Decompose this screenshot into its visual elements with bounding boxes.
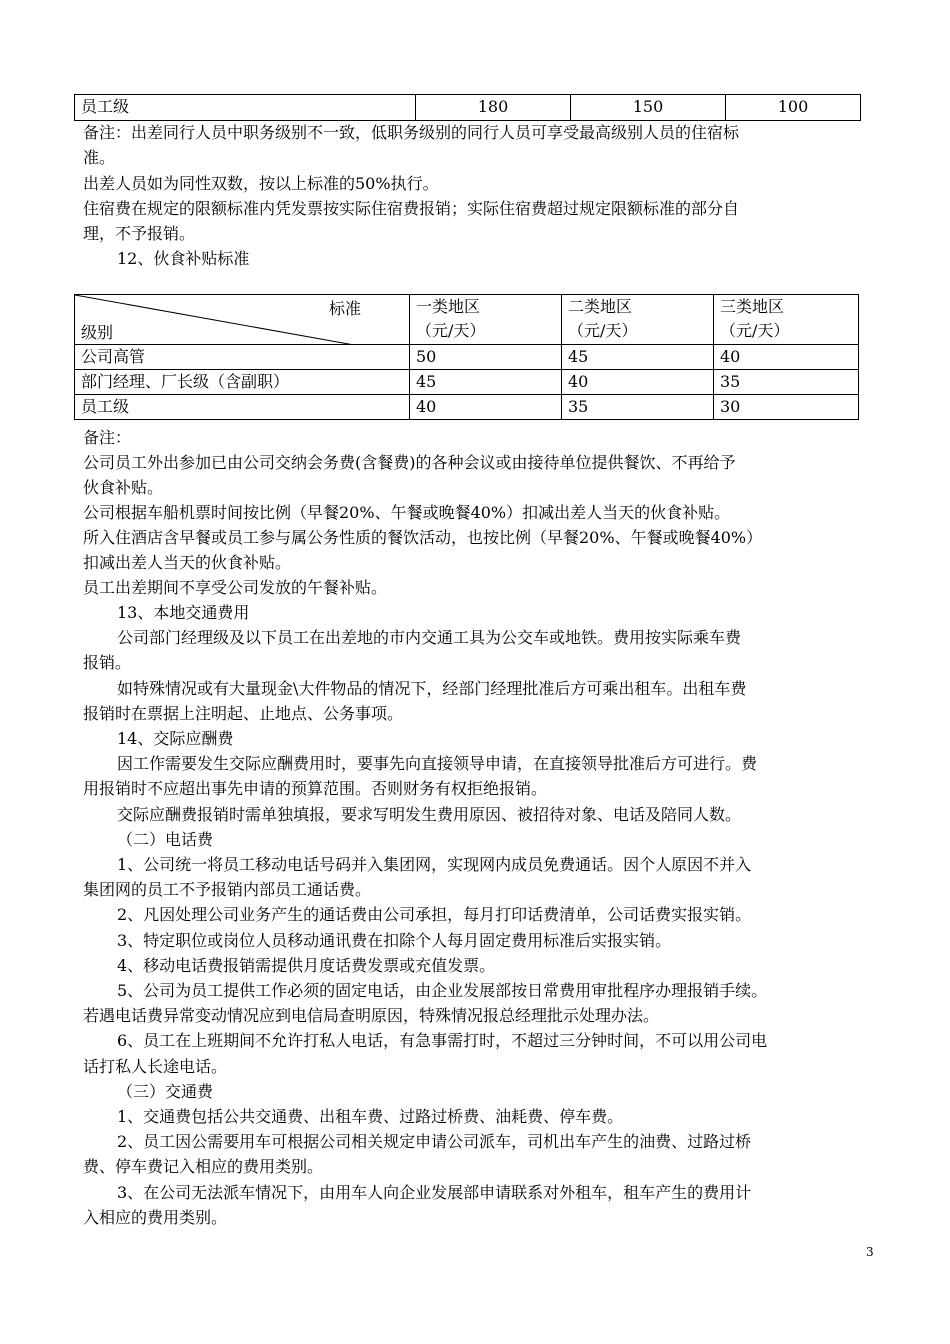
paragraph-line: 报销。 — [83, 653, 132, 673]
region-name: 三类地区 — [720, 297, 785, 316]
paragraph-line: 用报销时不应超出事先申请的预算范围。否则财务有权拒绝报销。 — [83, 779, 548, 799]
note-line: 所入住酒店含早餐或员工参与属公务性质的餐饮活动，也按比例（早餐20%、午餐或晚餐40%） — [83, 528, 763, 547]
row-label: 员工级 — [75, 95, 416, 121]
column-header — [410, 295, 562, 345]
table-cell: 40 — [562, 370, 714, 395]
table-cell: 180 — [416, 95, 571, 121]
table-row — [75, 95, 861, 121]
paragraph-line: 公司部门经理级及以下员工在出差地的市内交通工具为公交车或地铁。费用按实际乘车费 — [117, 628, 742, 648]
table-cell: 40 — [410, 395, 562, 420]
diagonal-header-cell — [75, 295, 410, 345]
table-cell: 100 — [726, 95, 861, 121]
page-number: 3 — [866, 1245, 874, 1259]
table-row — [75, 370, 859, 395]
paragraph-line: 因工作需要发生交际应酬费用时，要事先向直接领导申请，在直接领导批准后方可进行。费 — [117, 754, 758, 774]
region-unit: （元/天） — [568, 321, 638, 340]
table-row — [75, 395, 859, 420]
table-cell: 40 — [714, 345, 859, 370]
paragraph-line: 14、交际应酬费 — [117, 729, 234, 748]
section-heading: 12、伙食补贴标准 — [117, 249, 250, 268]
paragraph-line: 6、员工在上班期间不允许打私人电话，有急事需打时，不超过三分钟时间，不可以用公司电 — [117, 1031, 768, 1051]
region-unit: （元/天） — [416, 321, 486, 340]
paragraph-line: 若遇电话费异常变动情况应到电信局查明原因，特殊情况报总经理批示处理办法。 — [83, 1006, 660, 1026]
table-cell: 45 — [410, 370, 562, 395]
paragraph-line: 2、员工因公需要用车可根据公司相关规定申请公司派车，司机出车产生的油费、过路过桥 — [117, 1132, 752, 1152]
paragraph-line: 1、交通费包括公共交通费、出租车费、过路过桥费、油耗费、停车费。 — [117, 1107, 624, 1126]
paragraph-line: 报销时在票据上注明起、止地点、公务事项。 — [83, 703, 404, 723]
paragraph-line: 如特殊情况或有大量现金\大件物品的情况下，经部门经理批准后方可乘出租车。出租车费 — [117, 678, 747, 698]
paragraph-line: 2、凡因处理公司业务产生的通话费由公司承担，每月打印话费清单，公司话费实报实销。 — [117, 905, 752, 925]
note-line: 住宿费在规定的限额标准内凭发票按实际住宿费报销；实际住宿费超过规定限额标准的部分自 — [83, 199, 740, 218]
paragraph-line: 3、特定职位或岗位人员移动通讯费在扣除个人每月固定费用标准后实报实销。 — [117, 930, 672, 950]
meal-allowance-table — [74, 294, 859, 420]
paragraph-line: 集团网的员工不予报销内部员工通话费。 — [83, 880, 372, 900]
region-name: 一类地区 — [416, 297, 481, 316]
accommodation-table-tail — [74, 94, 861, 121]
note-line: 备注：出差同行人员中职务级别不一致，低职务级别的同行人员可享受最高级别人员的住宿标 — [83, 123, 740, 142]
header-standard: 标准 — [328, 299, 361, 318]
note-line: 伙食补贴。 — [83, 478, 164, 497]
paragraph-line: 1、公司统一将员工移动电话号码并入集团网，实现网内成员免费通话。因个人原因不并入 — [117, 855, 752, 874]
table-cell: 50 — [410, 345, 562, 370]
table-cell: 150 — [571, 95, 726, 121]
paragraph-line: 4、移动电话费报销需提供月度话费发票或充值发票。 — [117, 955, 496, 975]
column-header — [562, 295, 714, 345]
note-line: 公司根据车船机票时间按比例（早餐20%、午餐或晚餐40%）扣减出差人当天的伙食补贴。 — [83, 503, 731, 522]
table-row — [75, 345, 859, 370]
row-label: 公司高管 — [75, 345, 410, 370]
note-line: 扣减出差人当天的伙食补贴。 — [83, 553, 292, 572]
paragraph-line: 13、本地交通费用 — [117, 603, 250, 622]
note-line: 公司员工外出参加已由公司交纳会务费(含餐费)的各种会议或由接待单位提供餐饮、不再给予 — [83, 453, 736, 472]
note-line: 备注： — [83, 428, 132, 447]
paragraph-line: 交际应酬费报销时需单独填报，要求写明发生费用原因、被招待对象、电话及陪同人数。 — [117, 804, 742, 824]
row-label: 部门经理、厂长级（含副职） — [75, 370, 410, 395]
table-cell: 35 — [714, 370, 859, 395]
table-cell: 30 — [714, 395, 859, 420]
table-cell: 35 — [562, 395, 714, 420]
column-header — [714, 295, 859, 345]
header-level: 级别 — [81, 323, 114, 342]
paragraph-line: 费、停车费记入相应的费用类别。 — [83, 1157, 324, 1177]
table-cell: 45 — [562, 345, 714, 370]
paragraph-line: 入相应的费用类别。 — [83, 1207, 228, 1227]
paragraph-line: 3、在公司无法派车情况下，由用车人向企业发展部申请联系对外租车，租车产生的费用计 — [117, 1182, 752, 1202]
paragraph-line: （三）交通费 — [117, 1081, 214, 1101]
region-unit: （元/天） — [720, 321, 790, 340]
row-label: 员工级 — [75, 395, 410, 420]
note-line: 员工出差期间不享受公司发放的午餐补贴。 — [83, 578, 388, 597]
paragraph-line: （二）电话费 — [117, 829, 214, 849]
note-line: 出差人员如为同性双数，按以上标准的50%执行。 — [83, 174, 439, 193]
note-line: 准。 — [83, 148, 116, 167]
paragraph-line: 话打私人长途电话。 — [83, 1056, 228, 1076]
region-name: 二类地区 — [568, 297, 633, 316]
note-line: 理，不予报销。 — [83, 224, 196, 243]
paragraph-line: 5、公司为员工提供工作必须的固定电话，由企业发展部按日常费用审批程序办理报销手续。 — [117, 981, 768, 1000]
table-header-row — [75, 295, 859, 345]
